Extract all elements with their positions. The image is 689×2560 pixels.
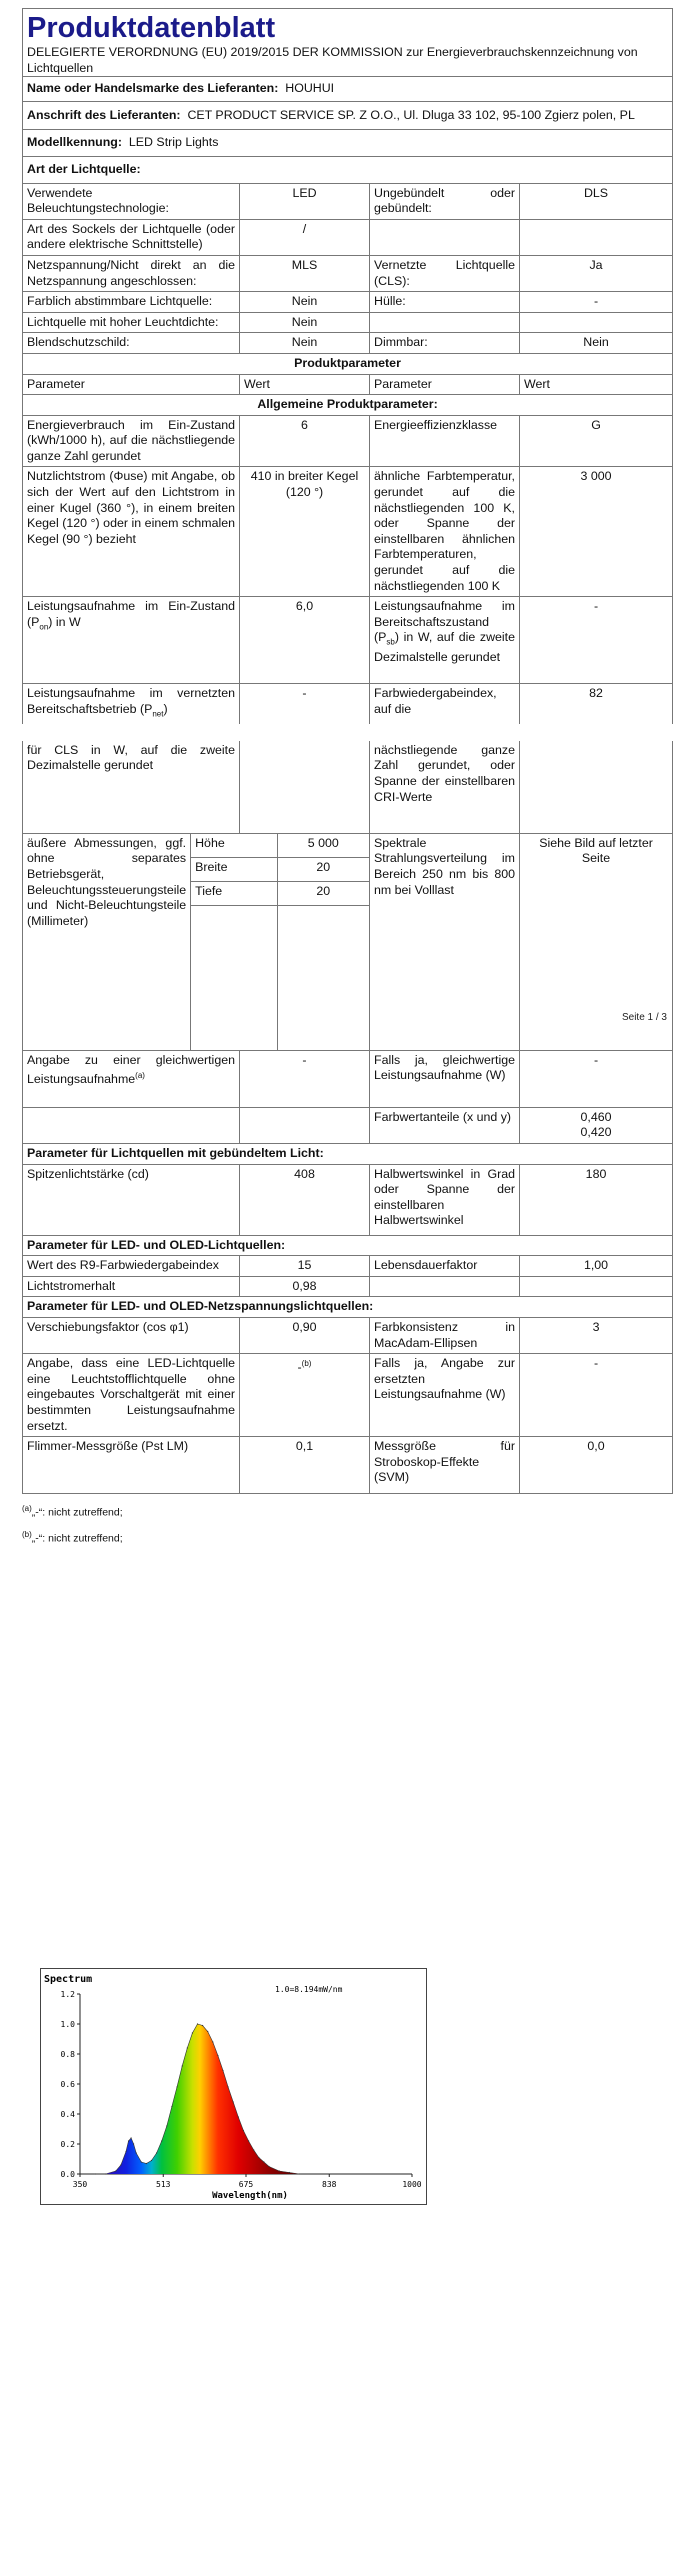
chart-point — [243, 2130, 244, 2131]
footnote-b-mark: (b) — [22, 1529, 32, 1539]
col-param-header: Parameter — [370, 374, 520, 395]
svm-label: Messgröße für Stroboskop-Effekte (SVM) — [370, 1437, 520, 1494]
empty-cell — [240, 1107, 370, 1143]
standby-label — [370, 597, 520, 684]
led-heading: Parameter für LED- und OLED-Lichtquellen: — [23, 1235, 673, 1256]
chart-point — [136, 2152, 137, 2153]
datasheet-table — [22, 8, 673, 1494]
replaced-power-value: - — [520, 1354, 673, 1437]
regulation-text: DELEGIERTE VERORDNUNG (EU) 2019/2015 DER KOMMISSION zur Energieverbrauchskennzeichnung von Lichtquellen — [27, 45, 638, 75]
type-label: Netzspannung/Nicht direkt an die Netzspannung angeschlossen: — [23, 255, 240, 291]
chart-point — [238, 2116, 239, 2117]
replaced-power-label: Falls ja, Angabe zur ersetzten Leistungsaufnahme (W) — [370, 1354, 520, 1437]
params-heading: Produktparameter — [23, 353, 673, 374]
on-power-value: 6,0 — [240, 597, 370, 684]
standby-tail: ) in W, auf die zweite Dezimalstelle gerundet — [374, 630, 515, 665]
chart-point — [233, 2101, 234, 2102]
type-value: DLS — [520, 183, 673, 219]
type-row — [23, 333, 673, 354]
chart-y-tick-label: 1.2 — [60, 1990, 75, 1999]
chart-point — [120, 2164, 121, 2165]
footnotes — [22, 1498, 672, 1549]
on-power-tail: ) in W — [48, 614, 81, 629]
chart-point — [192, 2032, 193, 2033]
chart-point — [268, 2166, 269, 2167]
type-row — [23, 292, 673, 313]
chart-point — [105, 2173, 106, 2174]
chart-point — [176, 2086, 177, 2087]
chromaticity-row — [23, 1107, 673, 1143]
survival-factor-value: 1,00 — [520, 1256, 673, 1277]
macadam-value: 3 — [520, 1318, 673, 1354]
chart-point — [166, 2125, 167, 2126]
chart-point — [161, 2140, 162, 2141]
type-label: Farblich abstimmbare Lichtquelle: — [23, 292, 240, 313]
chart-point — [182, 2065, 183, 2066]
type-heading: Art der Lichtquelle: — [23, 156, 673, 183]
chart-x-tick-label: 838 — [322, 2180, 337, 2189]
param-label: Energieverbrauch im Ein-Zustand (kWh/1000 h), auf die nächstliegende ganze Zahl gerundet — [23, 415, 240, 467]
page-title: Produktdatenblatt — [27, 12, 276, 44]
equivalent-power-value: - — [520, 1050, 673, 1107]
general-heading: Allgemeine Produktparameter: — [23, 395, 673, 416]
footnote-ref-a: (a) — [135, 1071, 145, 1081]
on-power-label — [23, 597, 240, 684]
net-label-text: Leistungsaufnahme im vernetzten Bereitschaftsbetrieb (P — [27, 686, 235, 716]
cri-label-bottom: nächstliegende ganze Zahl gerundet, oder Spanne der einstellbaren CRI-Werte — [370, 741, 520, 834]
chart-x-tick-label: 350 — [72, 2180, 88, 2189]
cri-label-top: Farbwiedergabeindex, auf die — [370, 684, 520, 724]
footnote-a-mark: (a) — [22, 1504, 32, 1514]
type-row — [23, 255, 673, 291]
lumen-maintenance-value: 0,98 — [240, 1276, 370, 1297]
power-factor-value: 0,90 — [240, 1318, 370, 1354]
datasheet — [22, 8, 672, 1549]
type-value: - — [520, 292, 673, 313]
type-label: Lichtquelle mit hoher Leuchtdichte: — [23, 312, 240, 333]
flicker-label: Flimmer-Messgröße (Pst LM) — [23, 1437, 240, 1494]
type-value: Nein — [240, 333, 370, 354]
empty-cell — [370, 1276, 520, 1297]
chart-point — [125, 2151, 126, 2152]
type-value: / — [240, 219, 370, 255]
net-sub: net — [152, 709, 164, 719]
dim-value: 5 000 — [277, 834, 369, 857]
page-break — [23, 724, 673, 741]
page-number: Seite 1 / 3 — [621, 1012, 667, 1023]
param-label: Energieeffizienzklasse — [370, 415, 520, 467]
general-row — [23, 415, 673, 467]
chart-point — [279, 2170, 280, 2171]
equivalent-value: - — [240, 1050, 370, 1107]
empty-cell — [520, 219, 673, 255]
power-row — [23, 597, 673, 684]
on-power-label-text: Leistungsaufnahme im Ein-Zustand (P — [27, 599, 235, 629]
footnote-b — [22, 1524, 672, 1550]
model-row — [23, 130, 673, 157]
equivalent-power-label: Falls ja, gleichwertige Leistungsaufnahme (W) — [370, 1050, 520, 1107]
chart-y-tick-label: 0.2 — [60, 2140, 75, 2149]
footnote-b-text: „-“: nicht zutreffend; — [31, 1532, 123, 1545]
footnote-a-text: „-“: nicht zutreffend; — [31, 1506, 123, 1519]
net-row-bottom — [23, 741, 673, 834]
chart-x-tick-label: 675 — [238, 2180, 254, 2189]
spectrum-chart — [40, 1968, 427, 2205]
chart-point — [146, 2163, 147, 2164]
chart-point — [207, 2031, 208, 2032]
type-label: Hülle: — [370, 292, 520, 313]
chart-xlabel: Wavelength(nm) — [212, 2191, 288, 2201]
survival-factor-label: Lebensdauerfaktor — [370, 1256, 520, 1277]
peak-intensity-label: Spitzenlichtstärke (cd) — [23, 1164, 240, 1235]
chart-point — [212, 2041, 213, 2042]
dim-key: Höhe — [191, 834, 278, 857]
flicker-value: 0,1 — [240, 1437, 370, 1494]
net-label-tail: ) — [163, 701, 168, 716]
footnote-ref-b: (b) — [301, 1359, 312, 1369]
chart-point — [253, 2149, 254, 2150]
chromaticity-label: Farbwertanteile (x und y) — [370, 1107, 520, 1143]
supplier-name-label: Name oder Handelsmarke des Lieferanten: — [27, 81, 279, 96]
chart-point — [217, 2055, 218, 2056]
type-label: Vernetzte Lichtquelle (CLS): — [370, 255, 520, 291]
chart-x-tick-label: 1000 — [402, 2180, 422, 2189]
supplier-name-value: HOUHUI — [285, 81, 335, 96]
equivalent-label — [23, 1050, 240, 1107]
net-row-top — [23, 684, 673, 724]
chart-point — [131, 2137, 132, 2138]
directional-row — [23, 1164, 673, 1235]
col-value-header: Wert — [520, 374, 673, 395]
replacement-value-text: - — [297, 1360, 302, 1375]
footnote-a — [22, 1498, 672, 1524]
power-factor-label: Verschiebungsfaktor (cos φ1) — [23, 1318, 240, 1354]
header-cell — [23, 9, 673, 77]
chart-point — [197, 2023, 198, 2024]
r9-label: Wert des R9-Farbwiedergabeindex — [23, 1256, 240, 1277]
chart-point — [228, 2086, 229, 2087]
col-value-header: Wert — [240, 374, 370, 395]
beam-angle-value: 180 — [520, 1164, 673, 1235]
net-label-bottom: für CLS in W, auf die zweite Dezimalstelle gerundet — [23, 741, 240, 834]
r9-value: 15 — [240, 1256, 370, 1277]
type-row — [23, 219, 673, 255]
dim-key: Tiefe — [191, 881, 278, 905]
chart-title: Spectrum — [44, 1974, 93, 1985]
chart-annotation: 1.0=8.194mW/nm — [275, 1985, 343, 1994]
col-param-header: Parameter — [23, 374, 240, 395]
empty-cell — [23, 1107, 240, 1143]
dim-key: Breite — [191, 857, 278, 881]
net-label-top — [23, 684, 240, 724]
chart-point — [202, 2025, 203, 2026]
type-label: Verwendete Beleuchtungstechnologie: — [23, 183, 240, 219]
empty-cell — [520, 312, 673, 333]
led-row — [23, 1276, 673, 1297]
param-value: 3 000 — [520, 467, 673, 597]
empty-cell — [520, 741, 673, 834]
model-label: Modellkennung: — [27, 135, 122, 150]
chart-point — [115, 2170, 116, 2171]
chromaticity-y: 0,420 — [580, 1125, 612, 1140]
supplier-address-label: Anschrift des Lieferanten: — [27, 107, 181, 122]
param-value: 410 in breiter Kegel (120 °) — [240, 467, 370, 597]
chart-point — [141, 2161, 142, 2162]
chart-point — [128, 2140, 129, 2141]
mains-row — [23, 1354, 673, 1437]
type-row — [23, 312, 673, 333]
mains-row — [23, 1437, 673, 1494]
param-value: 6 — [240, 415, 370, 467]
type-value: MLS — [240, 255, 370, 291]
chart-y-tick-label: 0.8 — [60, 2050, 75, 2059]
type-value: LED — [240, 183, 370, 219]
chart-point — [187, 2047, 188, 2048]
param-value: G — [520, 415, 673, 467]
chart-y-tick-label: 0.0 — [60, 2170, 75, 2179]
spectral-label: Spektrale Strahlungsverteilung im Bereich 250 nm bis 800 nm bei Volllast — [370, 833, 520, 1050]
chromaticity-values — [520, 1107, 673, 1143]
empty-cell — [240, 741, 370, 834]
chart-point — [171, 2106, 172, 2107]
chart-point — [289, 2172, 290, 2173]
dim-value: 20 — [277, 881, 369, 905]
type-value: Ja — [520, 255, 673, 291]
chart-point — [248, 2140, 249, 2141]
type-row — [23, 183, 673, 219]
standby-sub: sb — [386, 637, 395, 647]
led-row — [23, 1256, 673, 1277]
standby-label-text: Leistungsaufnahme im Bereitschaftszustand (P — [374, 599, 515, 645]
dimensions-cell — [23, 833, 370, 1050]
dim-value: 20 — [277, 857, 369, 881]
empty-cell — [370, 219, 520, 255]
empty-cell — [191, 905, 278, 1050]
on-power-sub: on — [39, 622, 49, 632]
svm-value: 0,0 — [520, 1437, 673, 1494]
chart-point — [263, 2161, 264, 2162]
beam-angle-label: Halbwertswinkel in Grad oder Spanne der einstellbaren Halbwertswinkel — [370, 1164, 520, 1235]
chart-y-tick-label: 0.6 — [60, 2080, 75, 2089]
chart-y-tick-label: 1.0 — [60, 2020, 75, 2029]
model-value: LED Strip Lights — [128, 135, 219, 150]
mains-heading: Parameter für LED- und OLED-Netzspannungslichtquellen: — [23, 1297, 673, 1318]
type-label: Ungebündelt oder gebündelt: — [370, 183, 520, 219]
general-row — [23, 467, 673, 597]
standby-value: - — [520, 597, 673, 684]
supplier-name-row — [23, 77, 673, 102]
type-label: Dimmbar: — [370, 333, 520, 354]
directional-heading: Parameter für Lichtquellen mit gebündeltem Licht: — [23, 1144, 673, 1165]
supplier-address-row — [23, 101, 673, 130]
equivalent-label-text: Angabe zu einer gleichwertigen Leistungsaufnahme — [27, 1052, 235, 1087]
replacement-label: Angabe, dass eine LED-Lichtquelle eine Leuchtstofflichtquelle ohne eingebautes Vorschaltgerät mit einer bestimmten Leistungsaufnahme ersetzt. — [23, 1354, 240, 1437]
net-value: - — [240, 684, 370, 724]
equivalent-row — [23, 1050, 673, 1107]
chart-x-tick-label: 513 — [156, 2180, 171, 2189]
cri-value: 82 — [520, 684, 673, 724]
dimensions-label: äußere Abmessungen, ggf. ohne separates Betriebsgerät, Beleuchtungssteuerungsteile und Nicht-Beleuchtungsteile (Millimeter) — [23, 834, 191, 1050]
empty-cell — [370, 312, 520, 333]
param-label: Nutzlichtstrom (Φuse) mit Angabe, ob sich der Wert auf den Lichtstrom in einer Kugel (360 °), in einem breiten Kegel (120 °) oder in einem schmalen Kegel (90 °) bezieht — [23, 467, 240, 597]
replacement-value — [240, 1354, 370, 1437]
chart-point — [133, 2143, 134, 2144]
dimensions-row — [23, 833, 673, 1050]
chart-point — [222, 2070, 223, 2071]
dimensions-inner-table — [23, 834, 369, 1050]
peak-intensity-value: 408 — [240, 1164, 370, 1235]
mains-row — [23, 1318, 673, 1354]
column-header-row — [23, 374, 673, 395]
empty-cell — [277, 905, 369, 1050]
type-label: Art des Sockels der Lichtquelle (oder andere elektrische Schnittstelle) — [23, 219, 240, 255]
type-value: Nein — [240, 312, 370, 333]
lumen-maintenance-label: Lichtstromerhalt — [23, 1276, 240, 1297]
type-value: Nein — [520, 333, 673, 354]
supplier-address-value: CET PRODUCT SERVICE SP. Z O.O., Ul. Dluga 33 102, 95-100 Zgierz polen, PL — [187, 107, 635, 122]
spectral-value: Siehe Bild auf letzter Seite — [520, 833, 673, 1050]
chart-y-tick-label: 0.4 — [60, 2110, 75, 2119]
param-label: ähnliche Farbtemperatur, gerundet auf die nächstliegenden 100 K, oder Spanne der einstellbaren ähnlichen Farbtemperaturen, gerundet auf die nächstliegenden 100 K — [370, 467, 520, 597]
chart-point — [95, 2173, 96, 2174]
macadam-label: Farbkonsistenz in MacAdam-Ellipsen — [370, 1318, 520, 1354]
chart-point — [258, 2157, 259, 2158]
chart-point — [299, 2173, 300, 2174]
type-value: Nein — [240, 292, 370, 313]
chromaticity-x: 0,460 — [580, 1109, 612, 1124]
chart-point — [156, 2152, 157, 2153]
type-label: Blendschutzschild: — [23, 333, 240, 354]
empty-cell — [520, 1276, 673, 1297]
chart-point — [151, 2160, 152, 2161]
